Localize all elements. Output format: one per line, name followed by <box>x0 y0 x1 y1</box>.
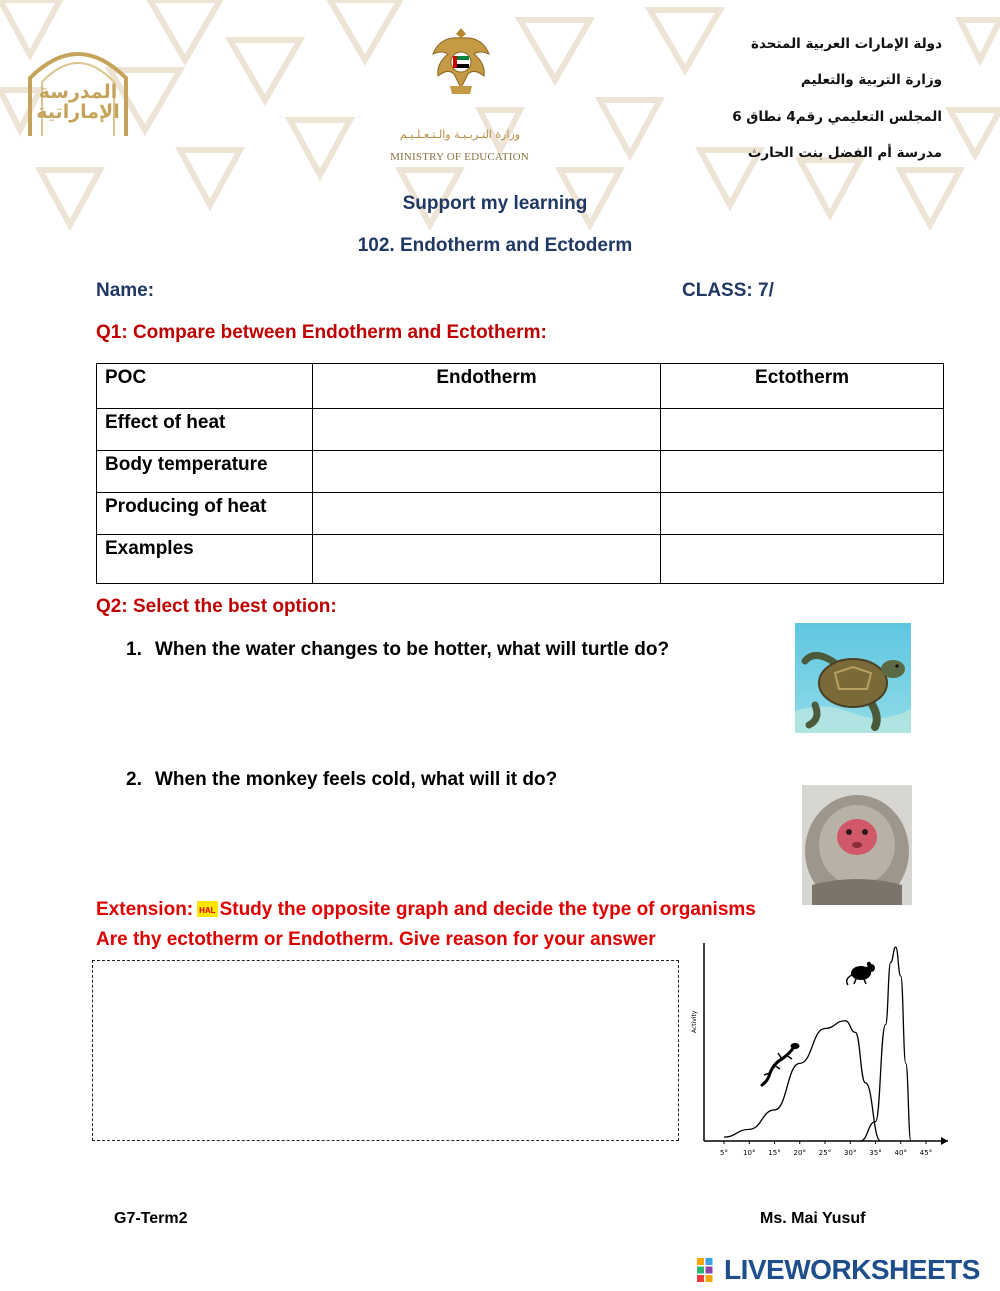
school-logo-text: المدرسة الإماراتية <box>36 81 120 123</box>
table-header-cell: POC <box>97 364 313 409</box>
x-tick-label: 10° <box>743 1149 756 1157</box>
uae-emblem-icon <box>430 24 492 96</box>
liveworksheets-icon <box>697 1258 721 1282</box>
table-row <box>97 451 944 493</box>
ministry-english-name: MINISTRY OF EDUCATION <box>390 151 529 163</box>
x-tick-label: 30° <box>844 1149 857 1157</box>
table-row <box>97 493 944 535</box>
endotherm-answer-cell[interactable] <box>313 409 661 451</box>
question-1 <box>126 639 669 661</box>
q1-heading: Q1: Compare between Endotherm and Ectotherm: <box>96 322 547 343</box>
row-label: Producing of heat <box>97 493 313 535</box>
footer-term: G7-Term2 <box>114 1210 188 1227</box>
x-tick-label: 25° <box>818 1149 832 1157</box>
extension-label: Extension: <box>96 899 194 920</box>
table-header-row <box>97 364 944 409</box>
footer-teacher: Ms. Mai Yusuf <box>760 1210 866 1227</box>
arabic-header-line-1: دولة الإمارات العربية المتحدة <box>751 36 942 52</box>
question-text: When the monkey feels cold, what will it do? <box>155 769 558 790</box>
table-row <box>97 409 944 451</box>
rat-icon <box>847 962 875 985</box>
question-text: When the water changes to be hotter, what will turtle do? <box>155 639 670 660</box>
class-label: CLASS: 7/ <box>682 280 774 301</box>
x-tick-label: 15° <box>768 1149 781 1157</box>
table-header-cell: Endotherm <box>313 364 661 409</box>
x-tick-label: 35° <box>869 1149 882 1157</box>
ectotherm-answer-cell[interactable] <box>661 535 944 584</box>
question-number: 2. <box>126 769 142 790</box>
activity-temperature-graph <box>686 935 956 1167</box>
endotherm-answer-cell[interactable] <box>313 535 661 584</box>
table-header-cell: Ectotherm <box>661 364 944 409</box>
monkey-image <box>802 785 912 905</box>
row-label: Effect of heat <box>97 409 313 451</box>
ectotherm-answer-cell[interactable] <box>661 409 944 451</box>
lizard-icon <box>762 1044 799 1086</box>
x-tick-label: 45° <box>919 1149 933 1157</box>
endotherm-answer-cell[interactable] <box>313 493 661 535</box>
ectotherm-answer-cell[interactable] <box>661 451 944 493</box>
q2-heading: Q2: Select the best option: <box>96 596 337 617</box>
comparison-table <box>96 363 944 584</box>
x-axis-arrow-icon <box>941 1137 948 1145</box>
arabic-header-line-2: وزارة التربية والتعليم <box>800 72 942 88</box>
arabic-header-line-4: مدرسة أم الفضل بنت الحارث <box>747 145 942 161</box>
name-label: Name: <box>96 280 155 301</box>
worksheet-subtitle: 102. Endotherm and Ectoderm <box>357 235 633 256</box>
extension-text: Study the opposite graph and decide the type of organisms <box>219 899 756 920</box>
turtle-image <box>795 623 911 733</box>
extension-line-2: Are thy ectotherm or Endotherm. Give reason for your answer <box>96 929 656 950</box>
row-label: Body temperature <box>97 451 313 493</box>
ectotherm-activity-curve <box>724 1021 881 1141</box>
ministry-arabic-name: وزارة التـربـيـة والـتـعـلـيـم <box>399 128 521 141</box>
arabic-header-line-3: المجلس التعليمي رقم4 نطاق 6 <box>732 109 942 125</box>
school-logo <box>22 38 134 138</box>
endotherm-answer-cell[interactable] <box>313 451 661 493</box>
x-tick-label: 5° <box>720 1149 728 1157</box>
question-2 <box>126 769 557 791</box>
x-tick-label: 20° <box>793 1149 806 1157</box>
extension-line-1 <box>96 899 756 921</box>
question-number: 1. <box>126 639 142 660</box>
x-tick-label: 40° <box>894 1149 907 1157</box>
answer-box[interactable] <box>92 960 679 1141</box>
liveworksheets-brand: LIVEWORKSHEETS <box>724 1254 980 1285</box>
hal-badge: HAL <box>197 901 217 917</box>
table-row <box>97 535 944 584</box>
worksheet-title: Support my learning <box>402 193 588 214</box>
y-axis-label: Activity <box>691 1010 698 1033</box>
row-label: Examples <box>97 535 313 584</box>
ectotherm-answer-cell[interactable] <box>661 493 944 535</box>
